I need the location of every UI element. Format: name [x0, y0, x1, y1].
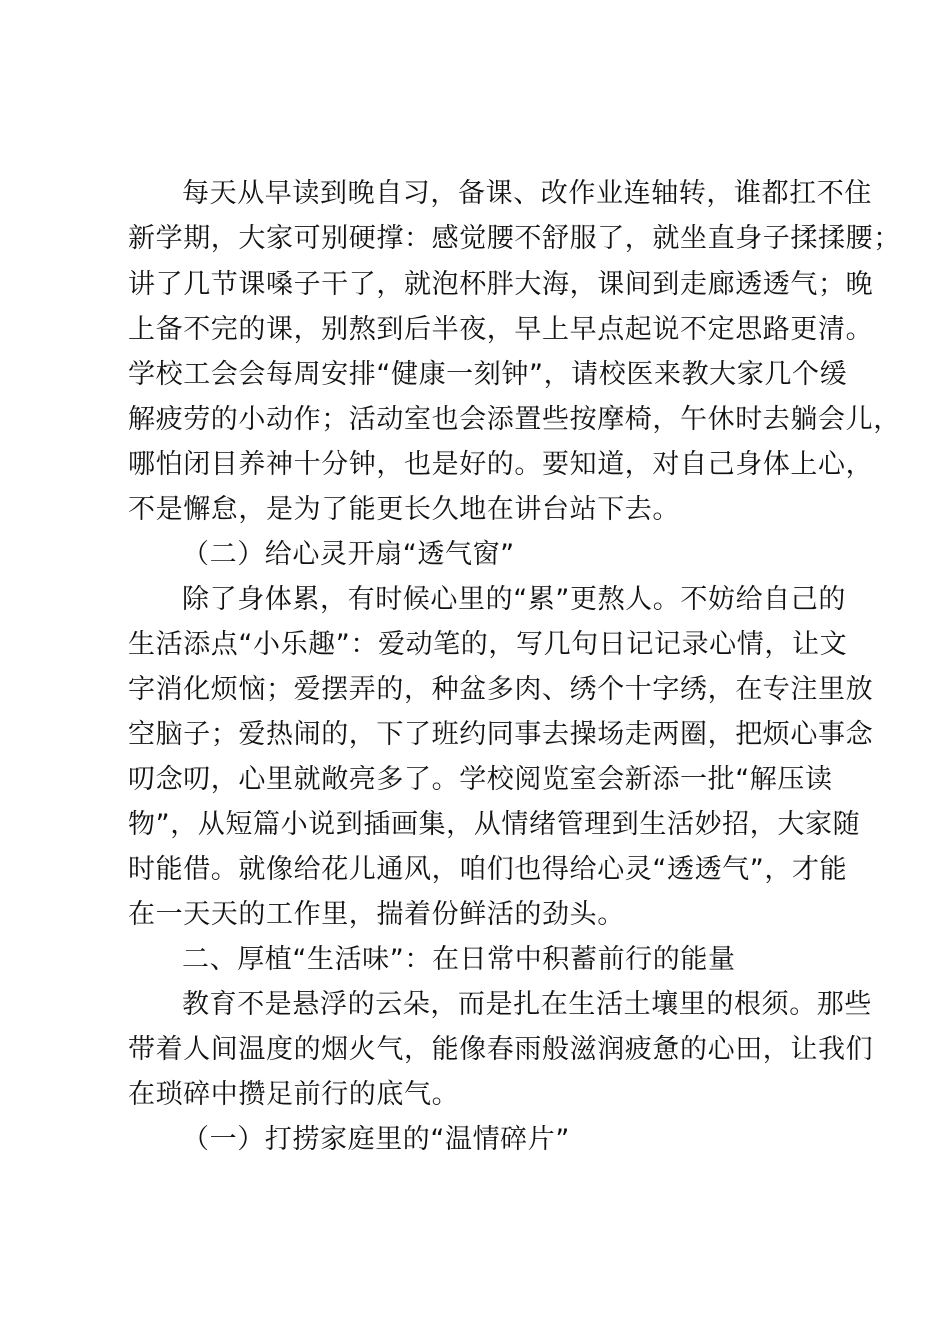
body-text-line: 带着人间温度的烟火气，能像春雨般滋润疲惫的心田，让我们 — [128, 1034, 874, 1065]
body-text-line: 解疲劳的小动作；活动室也会添置些按摩椅，午休时去躺会儿， — [128, 404, 901, 435]
body-text-line: 讲了几节课嗓子干了，就泡杯胖大海，课间到走廊透透气；晚 — [128, 269, 874, 300]
body-text-line: 叨念叨，心里就敞亮多了。学校阅览室会新添一批“解压读 — [128, 764, 833, 795]
body-text-line: 上备不完的课，别熬到后半夜，早上早点起说不定思路更清。 — [128, 314, 874, 345]
body-text-line: 在琐碎中攒足前行的底气。 — [128, 1079, 460, 1110]
section-heading: （一）打捞家庭里的“温情碎片” — [182, 1124, 570, 1155]
body-text-line: 生活添点“小乐趣”：爱动笔的，写几句日记记录心情，让文 — [128, 629, 848, 660]
body-text-line: 每天从早读到晚自习，备课、改作业连轴转，谁都扛不住 — [182, 178, 872, 209]
body-text-line: 空脑子；爱热闹的，下了班约同事去操场走两圈，把烦心事念 — [128, 719, 874, 750]
body-text-line: 在一天天的工作里，揣着份鲜活的劲头。 — [128, 899, 625, 930]
body-text-line: 学校工会会每周安排“健康一刻钟”，请校医来教大家几个缓 — [128, 359, 848, 390]
body-text-line: 时能借。就像给花儿通风，咱们也得给心灵“透透气”，才能 — [128, 854, 848, 885]
body-text-line: 教育不是悬浮的云朵，而是扎在生活土壤里的根须。那些 — [182, 989, 872, 1020]
body-text-line: 不是懈怠，是为了能更长久地在讲台站下去。 — [128, 494, 680, 525]
body-text-line: 物”，从短篇小说到插画集，从情绪管理到生活妙招，大家随 — [128, 809, 861, 840]
body-text-line: 除了身体累，有时候心里的“累”更熬人。不妨给自己的 — [182, 584, 846, 615]
body-text-line: 字消化烦恼；爱摆弄的，种盆多肉、绣个十字绣，在专注里放 — [128, 674, 874, 705]
section-heading: （二）给心灵开扇“透气窗” — [182, 539, 515, 570]
body-text-line: 哪怕闭目养神十分钟，也是好的。要知道，对自己身体上心， — [128, 449, 874, 480]
body-text-line: 新学期，大家可别硬撑：感觉腰不舒服了，就坐直身子揉揉腰； — [128, 223, 901, 254]
section-heading: 二、厚植“生活味”：在日常中积蓄前行的能量 — [182, 944, 736, 975]
